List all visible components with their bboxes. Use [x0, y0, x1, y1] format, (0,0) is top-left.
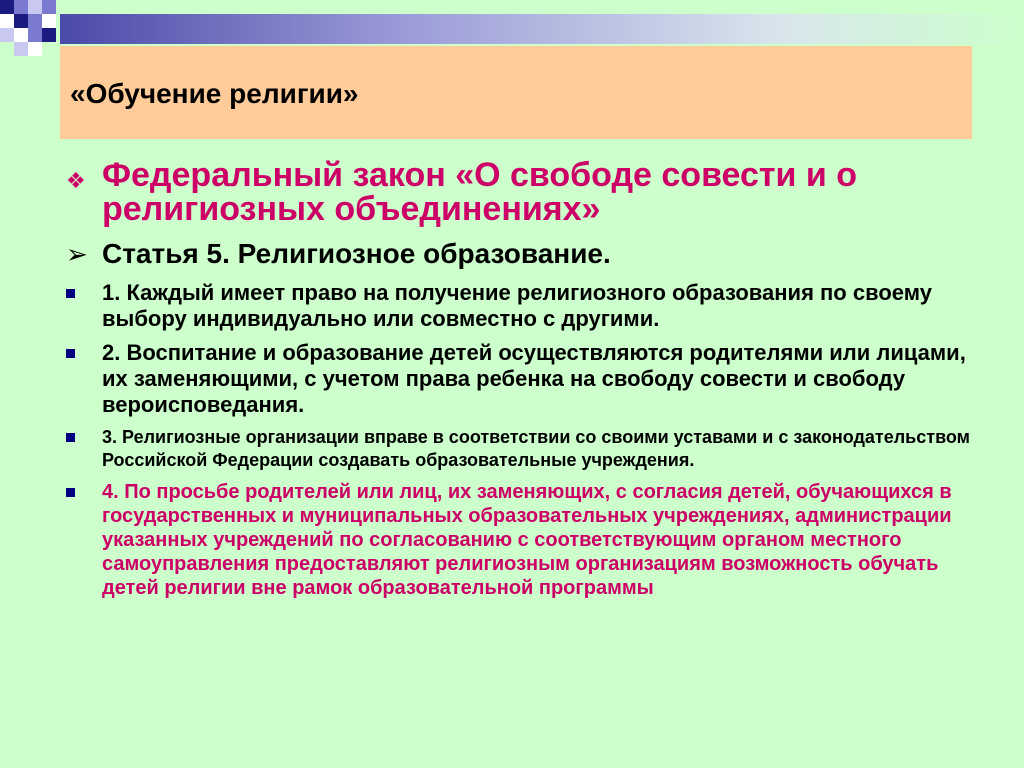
article-heading-text: Статья 5. Религиозное образование. [102, 238, 611, 269]
paragraph-4: 4. По просьбе родителей или лиц, их заменяющих, с согласия детей, обучающихся в государственных и муниципальных образовательных учреждениях, администрации указанных учреждений по согласованию с соответствующим органом местного самоуправления предоставляют религиозным организациям возможность обучать детей религии вне рамок образовательной программы [102, 481, 952, 599]
list-item [60, 340, 970, 418]
decor-square [14, 42, 28, 56]
slide-content [60, 158, 970, 600]
decor-square [28, 42, 42, 56]
decor-square [14, 0, 28, 14]
decor-gradient-bar [60, 14, 1024, 44]
decor-square [14, 14, 28, 28]
decor-square [0, 14, 14, 28]
decor-square [28, 28, 42, 42]
decor-square [42, 14, 56, 28]
paragraph-3: 3. Религиозные организации вправе в соответствии со своими уставами и с законодательством Российской Федерации создавать образовательные учреждения. [102, 427, 970, 470]
decor-square [28, 0, 42, 14]
article-heading [60, 238, 970, 270]
decor-square [28, 14, 42, 28]
diamond-bullet-icon: ❖ [66, 168, 86, 193]
decor-square [0, 0, 14, 14]
paragraph-1: 1. Каждый имеет право на получение религиозного образования по своему выбору индивидуально или совместно с другими. [102, 280, 932, 331]
square-bullet-icon [66, 488, 75, 497]
square-bullet-icon [66, 433, 75, 442]
list-item [60, 480, 970, 600]
decor-square [42, 28, 56, 42]
list-item [60, 426, 970, 472]
decor-square [14, 28, 28, 42]
list-item [60, 280, 970, 332]
decor-square [0, 28, 14, 42]
square-bullet-icon [66, 349, 75, 358]
square-bullet-icon [66, 289, 75, 298]
arrow-bullet-icon: ➢ [66, 239, 88, 269]
slide-title: «Обучение религии» [70, 78, 359, 109]
decor-square [42, 0, 56, 14]
law-heading [60, 158, 970, 226]
law-heading-text: Федеральный закон «О свободе совести и о религиозных объединениях» [102, 156, 858, 228]
paragraph-2: 2. Воспитание и образование детей осуществляются родителями или лицами, их заменяющими, с учетом права ребенка на свободу совести и свободу вероисповедания. [102, 340, 966, 417]
